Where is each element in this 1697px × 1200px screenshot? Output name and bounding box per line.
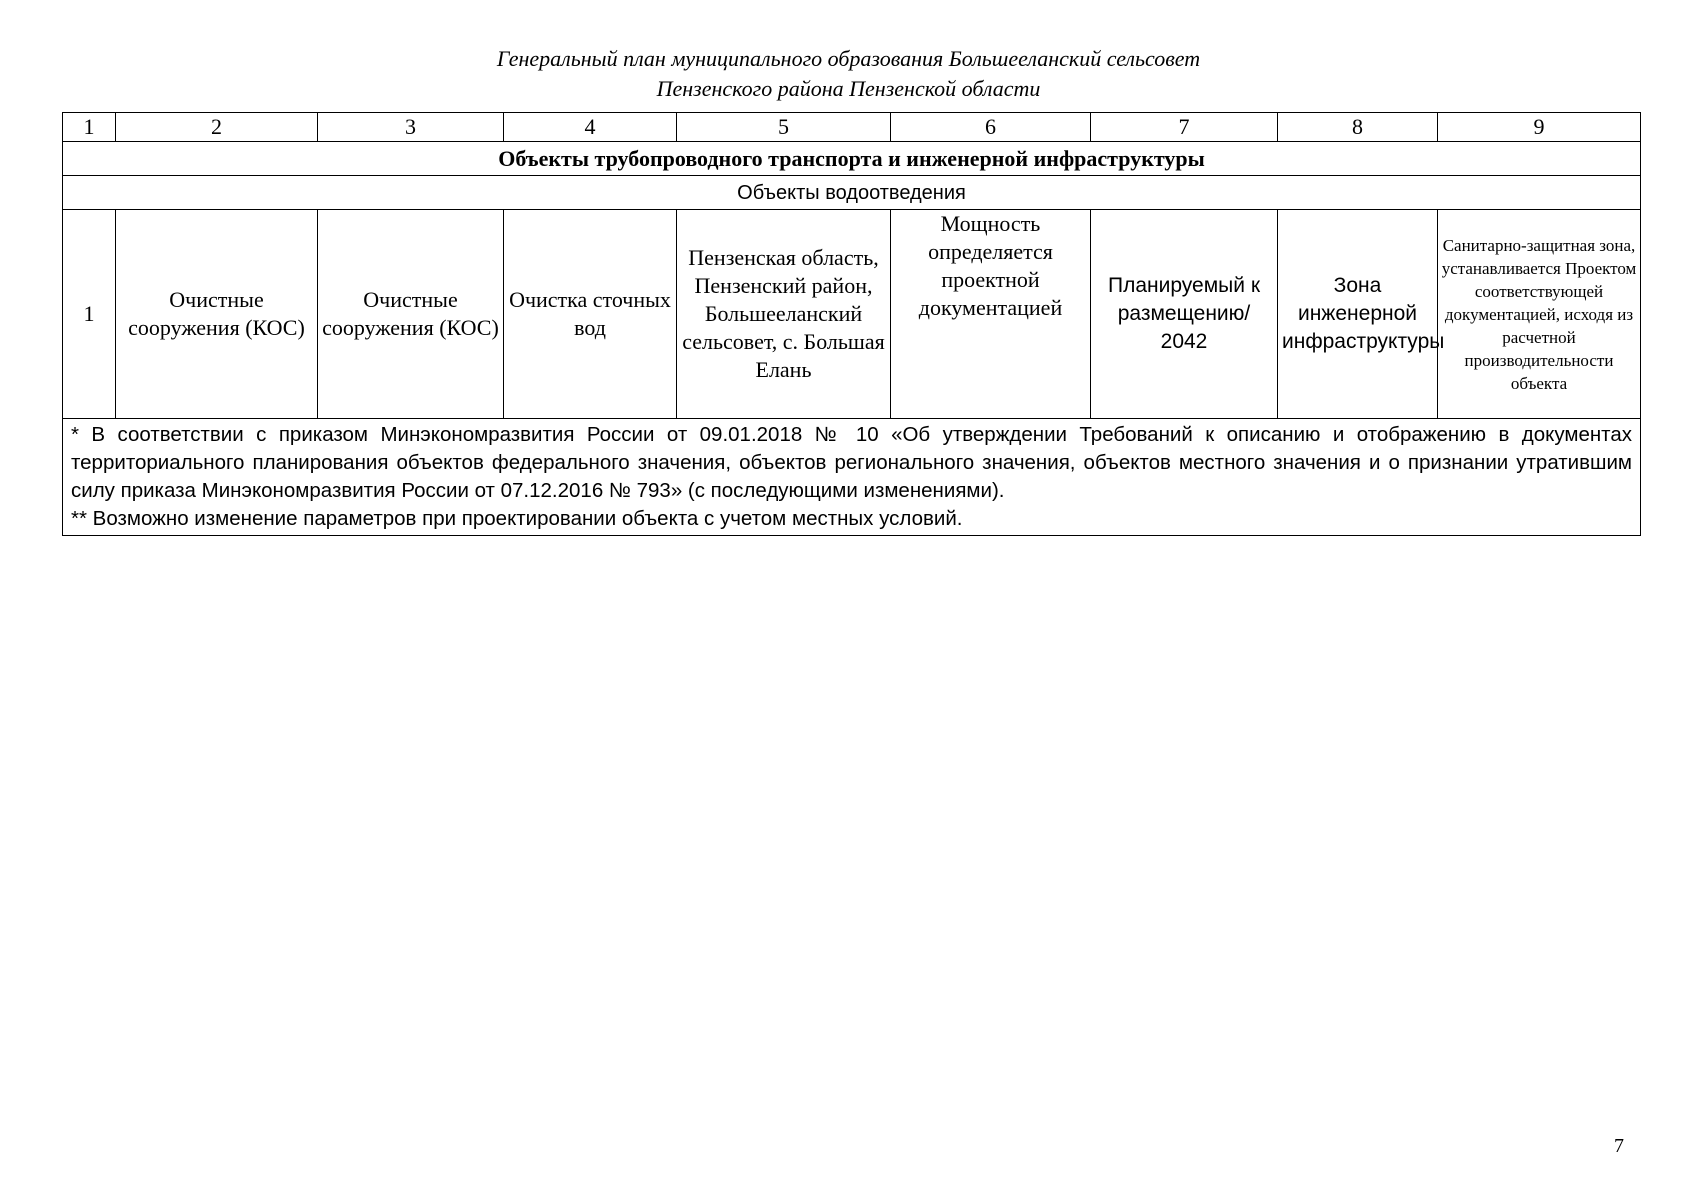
document-header: [0, 44, 1697, 104]
page-number: 7: [1614, 1135, 1624, 1157]
section-title: Объекты трубопроводного транспорта и инженерной инфраструктуры: [63, 142, 1641, 176]
column-number: 1: [63, 113, 116, 142]
column-number: 6: [891, 113, 1091, 142]
cell-purpose: Очистка сточных вод: [504, 210, 677, 419]
objects-table: [62, 112, 1641, 536]
notes-cell: [63, 419, 1641, 536]
column-number: 5: [677, 113, 891, 142]
column-number: 8: [1278, 113, 1438, 142]
column-number: 3: [318, 113, 504, 142]
cell-number: 1: [63, 210, 116, 419]
footnote-2: ** Возможно изменение параметров при проектировании объекта с учетом местных условий.: [71, 507, 963, 530]
table-row: [63, 210, 1641, 419]
footnote-1: * В соответствии с приказом Минэкономразвития России от 09.01.2018 № 10 «Об утверждении Требований к описанию и отображению в документах территориального планирования объектов федерального значения, объектов регионального значения, объектов местного значения и о признании утратившим силу приказа Минэкономразвития России от 07.12.2016 № 793» (с последующими изменениями).: [71, 423, 1632, 502]
column-number: 9: [1438, 113, 1641, 142]
cell-type: Очистные сооружения (КОС): [318, 210, 504, 419]
cell-characteristics: Мощность определяется проектной документацией: [891, 210, 1091, 419]
column-number-row: [63, 113, 1641, 142]
section-row: [63, 142, 1641, 176]
column-number: 7: [1091, 113, 1278, 142]
cell-restriction-zone: Санитарно-защитная зона, устанавливается Проектом соответствующей документацией, исходя из расчетной производительности объекта: [1438, 210, 1641, 419]
subsection-row: [63, 176, 1641, 210]
cell-status: Планируемый к размещению/ 2042: [1091, 210, 1278, 419]
column-number: 4: [504, 113, 677, 142]
column-number: 2: [116, 113, 318, 142]
cell-zone: Зона инженерной инфраструктуры: [1278, 210, 1438, 419]
subsection-title: Объекты водоотведения: [63, 176, 1641, 210]
cell-location: Пензенская область, Пензенский район, Большееланский сельсовет, с. Большая Елань: [677, 210, 891, 419]
notes-row: [63, 419, 1641, 536]
cell-name: Очистные сооружения (КОС): [116, 210, 318, 419]
header-line-2: Пензенского района Пензенской области: [656, 76, 1041, 101]
header-line-1: Генеральный план муниципального образования Большееланский сельсовет: [496, 46, 1201, 71]
